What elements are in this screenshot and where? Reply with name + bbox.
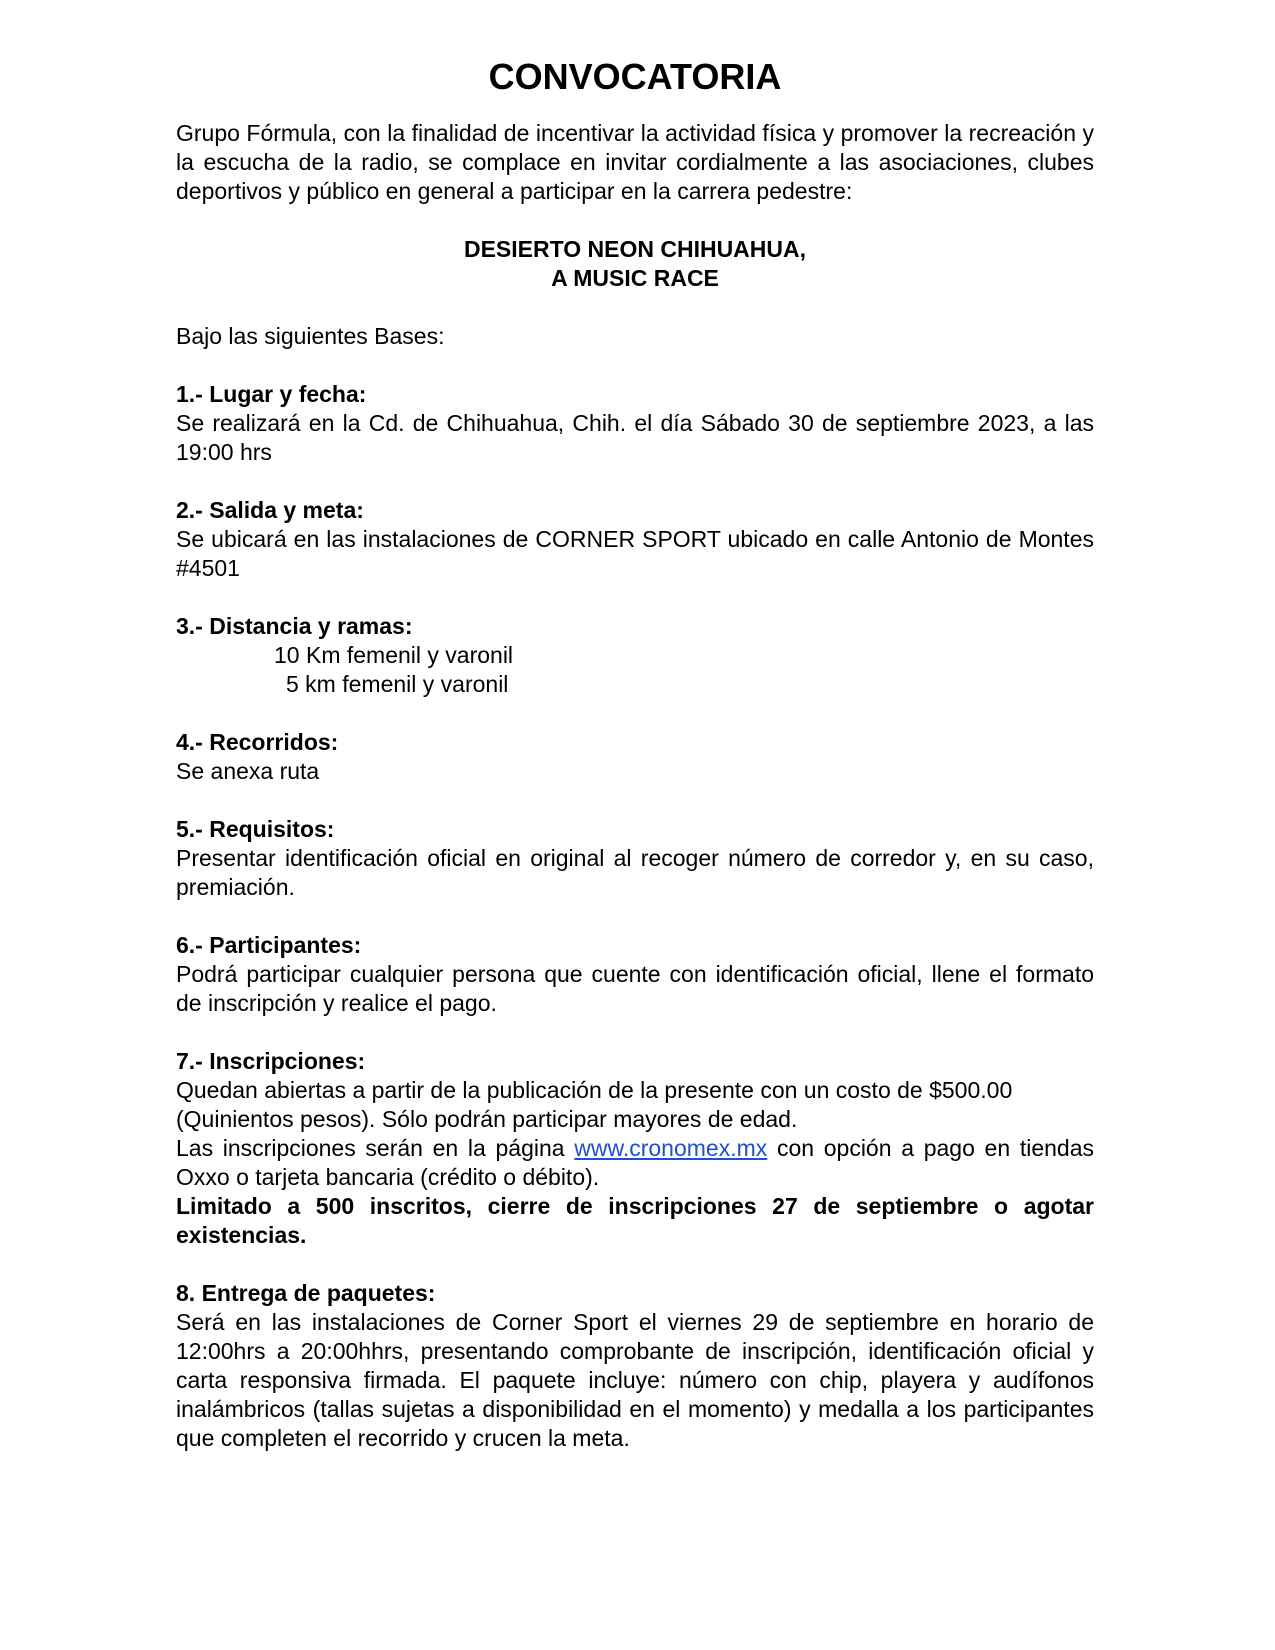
race-title <box>176 235 1094 293</box>
section-entrega-paquetes <box>176 1279 1094 1453</box>
section-text: Se ubicará en las instalaciones de CORNER SPORT ubicado en calle Antonio de Montes #4501 <box>176 526 1094 581</box>
section-text: Se anexa ruta <box>176 758 320 784</box>
race-title-line-2: A MUSIC RACE <box>551 265 719 291</box>
race-title-line-1: DESIERTO NEON CHIHUAHUA, <box>463 236 807 262</box>
document-page <box>176 55 1094 1453</box>
section-text: Presentar identificación oficial en original al recoger número de corredor y, en su caso, premiación. <box>176 845 1094 900</box>
section-lugar-fecha <box>176 380 1094 467</box>
section-text: Se realizará en la Cd. de Chihuahua, Chih. el día Sábado 30 de septiembre 2023, a las 19:00 hrs <box>176 410 1094 465</box>
section-heading: 5.- Requisitos: <box>176 816 335 842</box>
section-distancia-ramas <box>176 612 1094 699</box>
distance-10km: 10 Km femenil y varonil <box>274 642 514 668</box>
document-title: CONVOCATORIA <box>488 56 782 97</box>
section-text-registration <box>176 1134 1094 1192</box>
section-text: Podrá participar cualquier persona que cuente con identificación oficial, llene el formato de inscripción y realice el pago. <box>176 961 1094 1016</box>
registration-text-before: Las inscripciones serán en la página <box>176 1135 575 1161</box>
cronomex-link[interactable]: www.cronomex.mx <box>574 1135 768 1161</box>
section-text: Será en las instalaciones de Corner Sport el viernes 29 de septiembre en horario de 12:00hrs a 20:00hhrs, presentando comprobante de inscripción, identificación oficial y carta responsiva firmada. El paquete incluye: número con chip, playera y audífonos inalámbricos (tallas sujetas a disponibilidad en el momento) y medalla a los participantes que completen el recorrido y crucen la meta. <box>176 1309 1094 1451</box>
registration-limit-note: Limitado a 500 inscritos, cierre de inscripciones 27 de septiembre o agotar existencias. <box>176 1193 1094 1248</box>
section-text-cost: Quedan abiertas a partir de la publicación de la presente con un costo de $500.00 (Quinientos pesos). Sólo podrán participar mayores de edad. <box>176 1077 1013 1132</box>
section-heading: 4.- Recorridos: <box>176 729 339 755</box>
registration-text-after: con opción a pago en tiendas Oxxo o tarjeta bancaria (crédito o débito). <box>176 1135 1094 1190</box>
section-heading: 6.- Participantes: <box>176 932 362 958</box>
section-heading: 7.- Inscripciones: <box>176 1048 366 1074</box>
section-heading: 8. Entrega de paquetes: <box>176 1280 436 1306</box>
section-inscripciones <box>176 1047 1094 1250</box>
section-requisitos <box>176 815 1094 902</box>
section-recorridos <box>176 728 1094 786</box>
bases-intro: Bajo las siguientes Bases: <box>176 323 445 349</box>
section-salida-meta <box>176 496 1094 583</box>
distance-5km: 5 km femenil y varonil <box>286 671 509 697</box>
section-heading: 3.- Distancia y ramas: <box>176 613 413 639</box>
section-participantes <box>176 931 1094 1018</box>
section-heading: 1.- Lugar y fecha: <box>176 381 367 407</box>
section-heading: 2.- Salida y meta: <box>176 497 364 523</box>
intro-paragraph: Grupo Fórmula, con la finalidad de incentivar la actividad física y promover la recreación y la escucha de la radio, se complace en invitar cordialmente a las asociaciones, clubes deportivos y público en general a participar en la carrera pedestre: <box>176 120 1094 204</box>
